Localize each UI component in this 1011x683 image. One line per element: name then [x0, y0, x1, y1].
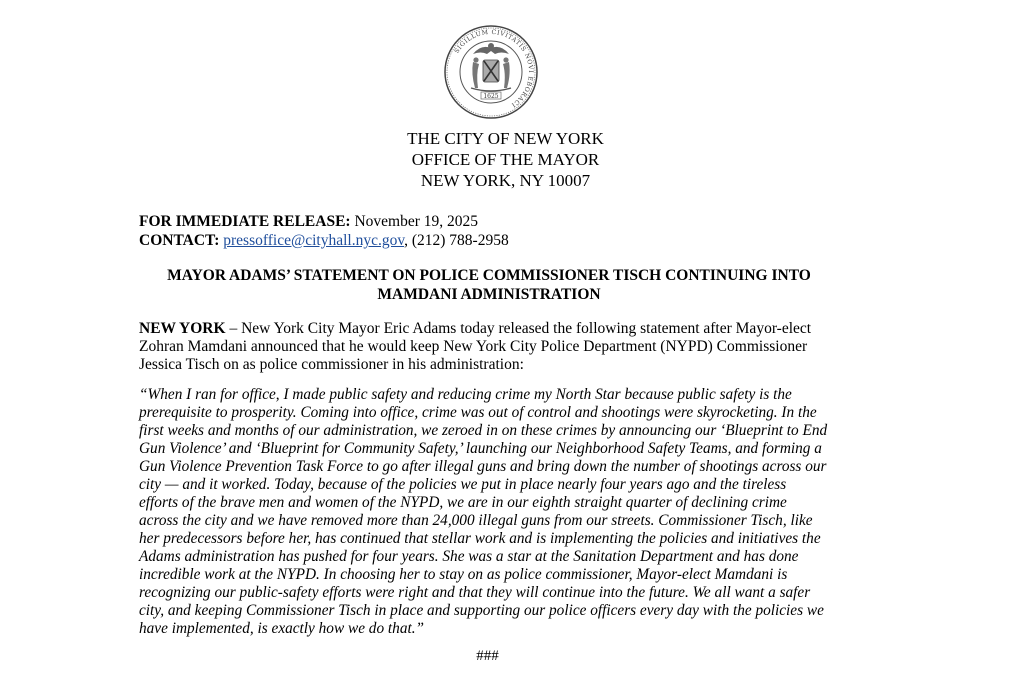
seal-graphic: [443, 24, 539, 120]
mayor-quote: “When I ran for office, I made public safety and reducing crime my North Star because public safety is the prerequisite to prosperity. Coming into office, crime was out of control and shootings were skyrocketing. In the first weeks and months of our administration, we zeroed in on these crimes by announcing our ‘Blueprint to End Gun Violence’ and ‘Blueprint for Community Safety,’ launching our Neighborhood Safety Teams, and forming a Gun Violence Prevention Task Force to go after illegal guns and bring down the number of shootings across our city — and it worked. Today, because of the policies we put in place nearly four years ago and the tireless efforts of the brave men and women of the NYPD, we are in our eighth straight quarter of declining crime across the city and we have removed more than 24,000 illegal guns from our streets. Commissioner Tisch, like her predecessors before her, has continued that stellar work and is implementing the policies and initiatives the Adams administration has pushed for four years. She was a star at the Sanitation Department and has done incredible work at the NYPD. In choosing her to stay on as police commissioner, Mayor-elect Mamdani is recognizing our public-safety efforts were right and that they will continue into the future. We all want a safer city, and keeping Commissioner Tisch in place and supporting our police officers every day with the policies we have implemented, is exactly how we do that.”: [139, 386, 828, 637]
contact-phone: , (212) 788-2958: [404, 232, 509, 249]
release-line: [139, 212, 509, 231]
nyc-seal-icon: [443, 24, 539, 120]
seal-motto: SIGILLUM CIVITATIS NOVI EBORACI: [453, 28, 535, 109]
release-label: FOR IMMEDIATE RELEASE:: [139, 213, 351, 230]
press-headline: MAYOR ADAMS’ STATEMENT ON POLICE COMMISSIONER TISCH CONTINUING INTO MAMDANI ADMINISTRATION: [167, 267, 811, 303]
release-meta: [139, 212, 509, 250]
contact-email-link[interactable]: pressoffice@cityhall.nyc.gov: [223, 232, 405, 249]
letterhead-city: THE CITY OF NEW YORK: [407, 129, 604, 148]
release-date: November 19, 2025: [354, 213, 478, 230]
intro-text: – New York City Mayor Eric Adams today released the following statement after Mayor-elect Zohran Mamdani announced that he would keep New York City Police Department (NYPD) Commissioner Jessica Tisch on as police commissioner in his administration:: [139, 320, 812, 373]
letterhead-office: OFFICE OF THE MAYOR: [411, 150, 600, 169]
seal-year: 1625: [483, 93, 499, 100]
end-mark: ###: [476, 648, 499, 664]
letterhead-address: NEW YORK, NY 10007: [420, 171, 591, 190]
dateline: NEW YORK: [139, 320, 226, 337]
intro-paragraph: [139, 320, 839, 374]
contact-label: CONTACT:: [139, 232, 220, 249]
contact-line: [139, 231, 509, 250]
letterhead: [0, 128, 1011, 191]
